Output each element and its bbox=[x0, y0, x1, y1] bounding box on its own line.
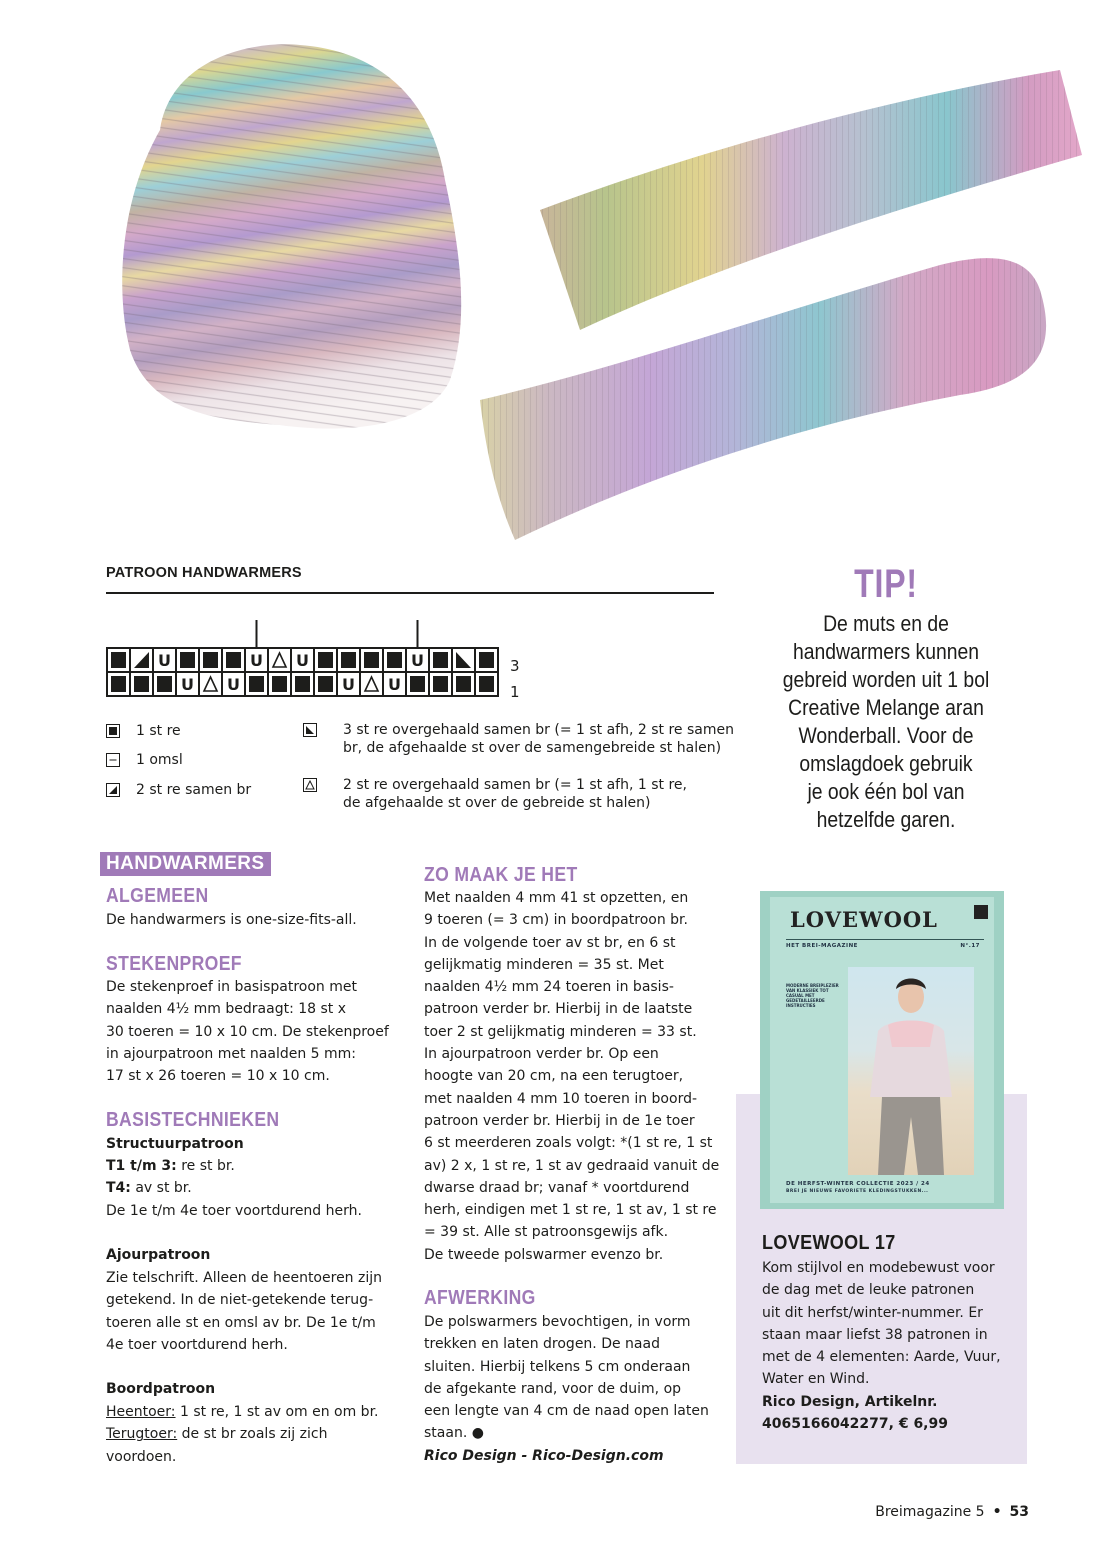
chart-row-label-3: 3 bbox=[510, 657, 520, 675]
magazine-title: LOVEWOOL 17 bbox=[762, 1232, 896, 1254]
tip-text: De muts en de handwarmers kunnen gebreid worden uit 1 bol Creative Melange aran Wonderball. Voor de omslagdoek gebruik je ook één bol van hetzelfde garen. bbox=[782, 611, 990, 832]
chart-row-label-1: 1 bbox=[510, 683, 520, 701]
yarn-over-icon bbox=[106, 753, 120, 767]
footer-separator: • bbox=[992, 1504, 1002, 1520]
stekenproef-heading: STEKENPROEF bbox=[106, 953, 242, 975]
structuurpatroon-heading: Structuurpatroon bbox=[106, 1136, 244, 1152]
cover-model-image bbox=[848, 967, 974, 1175]
page-number: 53 bbox=[1009, 1504, 1029, 1520]
zo-maak-je-het-heading: ZO MAAK JE HET bbox=[424, 864, 578, 886]
k2tog-icon bbox=[106, 783, 120, 797]
handwarmers-photo bbox=[470, 45, 1085, 555]
page-footer bbox=[875, 1504, 1029, 1520]
basistechnieken-heading: BASISTECHNIEKEN bbox=[106, 1109, 280, 1131]
hat-photo bbox=[100, 20, 472, 440]
stekenproef-text: De stekenproef in basispatroon met naalden 4½ mm bedraagt: 18 st x 30 toeren = 10 x 10 cm. De stekenproef in ajourpatroon met naalden 5 mm: 17 st x 26 toeren = 10 x 10 cm. bbox=[106, 979, 389, 1085]
stitch-chart bbox=[104, 618, 524, 708]
handwarmers-badge: HANDWARMERS bbox=[100, 852, 271, 876]
structuur-text: T1 t/m 3: re st br. T4: av st br. De 1e t/m 4e toer voortdurend herh. bbox=[106, 1158, 362, 1219]
chart-section-title: PATROON HANDWARMERS bbox=[106, 565, 302, 581]
rico-logo-icon bbox=[974, 905, 988, 919]
instructions-text: Met naalden 4 mm 41 st opzetten, en 9 toeren (= 3 cm) in boordpatroon br. In de volgende toer av st br, en 6 st gelijkmatig minderen = 35 st. Met naalden 4½ mm 24 toeren in basis- patroon verder br. Hierbij in de laatste toer 2 st gelijkmatig minderen = 33 st. In ajourpatroon verder br. Op een hoogte van 20 cm, na een terugtoer, met naalden 4 mm 10 toeren in boord- patroon verder br. Hierbij in de 1e toer 6 st meerderen zoals volgt: *(1 st re, 1 st av) 2 x, 1 st re, 1 st av gedraaid vanuit de dwarse draad br; vanaf * voortdurend herh, eindigen met 1 st re, 1 st av, 1 st re = 39 st. Alle st patroonsgewijs afk. De tweede polswarmer evenzo br. bbox=[424, 890, 720, 1263]
svg-text:U: U bbox=[158, 651, 171, 670]
algemeen-heading: ALGEMEEN bbox=[106, 885, 209, 907]
cover-photo bbox=[848, 967, 974, 1175]
afwerking-heading: AFWERKING bbox=[424, 1287, 536, 1309]
svg-text:U: U bbox=[342, 675, 355, 694]
afwerking-text: De polswarmers bevochtigen, in vorm trekken en laten drogen. De naad sluiten. Hierbij telkens 5 cm onderaan de afgekante rand, voor de duim, op een lengte van 4 cm de naad open laten staan. ● Rico Design - Rico-Design.com bbox=[424, 1311, 709, 1467]
svg-text:U: U bbox=[227, 675, 240, 694]
boordpatroon-heading: Boordpatroon bbox=[106, 1381, 216, 1397]
section-divider bbox=[106, 592, 714, 594]
svg-text:U: U bbox=[181, 675, 194, 694]
knit-icon bbox=[106, 724, 120, 738]
cover-logo: LOVEWOOL bbox=[790, 907, 938, 932]
algemeen-text: De handwarmers is one-size-fits-all. bbox=[106, 912, 357, 928]
svg-text:U: U bbox=[250, 651, 263, 670]
ajourpatroon-heading: Ajourpatroon bbox=[106, 1247, 211, 1263]
boord-text: Heentoer: 1 st re, 1 st av om en om br. Terugtoer: de st br zoals zij zich voordoen. bbox=[106, 1404, 379, 1465]
svg-text:U: U bbox=[388, 675, 401, 694]
magazine-cover: LOVEWOOL HET BREI-MAGAZINE N°.17 MODERNE BREIPLEZIER VAN KLASSIEK TOT CASUAL MET GEDETAILLEERDE INSTRUCTIES DE HERFST-WINTER COLLECTIE 2023 / 24 BREI JE NIEUWE FAVORIETE KLEDINGSTUKKEN... bbox=[760, 891, 1004, 1209]
credit-line: Rico Design - Rico-Design.com bbox=[424, 1447, 664, 1464]
footer-magazine-name: Breimagazine 5 bbox=[875, 1504, 985, 1520]
ajour-text: Zie telschrift. Alleen de heentoeren zijn getekend. In de niet-getekende terug- toeren alle st en omsl av br. De 1e t/m 4e toer voortdurend herh. bbox=[106, 1270, 383, 1353]
tip-title: TIP! bbox=[854, 562, 918, 606]
sk2p-icon bbox=[303, 723, 317, 737]
skp-icon bbox=[303, 778, 317, 792]
magazine-description: Kom stijlvol en modebewust voor de dag met de leuke patronen uit dit herfst/winter-nummer. Er staan maar liefst 38 patronen in met de 4 elementen: Aarde, Vuur, Water en Wind. Rico Design, Artikelnr. 4065166042277, € 6,99 bbox=[762, 1260, 1001, 1433]
svg-text:U: U bbox=[411, 651, 424, 670]
svg-text:U: U bbox=[296, 651, 309, 670]
